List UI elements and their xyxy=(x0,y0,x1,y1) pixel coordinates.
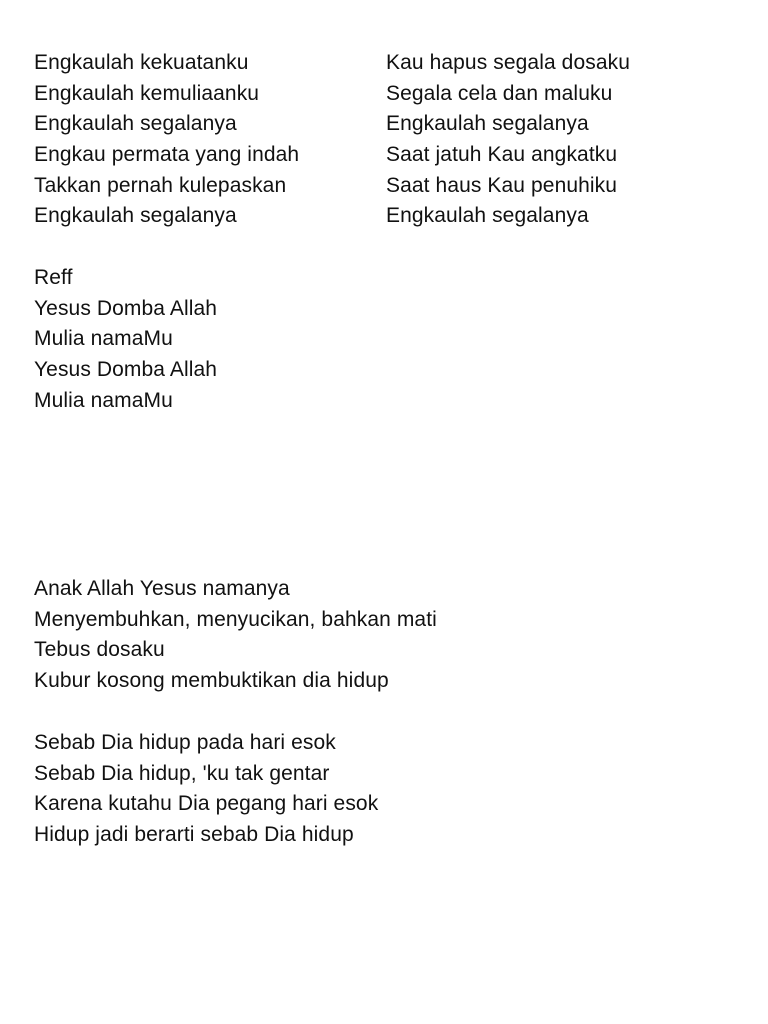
lyric-line: Tebus dosaku xyxy=(34,638,165,662)
lyric-line: Engkaulah segalanya xyxy=(34,112,237,136)
lyric-line: Engkaulah segalanya xyxy=(386,204,589,228)
lyric-line: Engkaulah kekuatanku xyxy=(34,51,249,74)
lyric-line: Saat jatuh Kau angkatku xyxy=(386,143,618,167)
lyric-line: Saat haus Kau penuhiku xyxy=(386,173,618,197)
lyric-line: Kau hapus segala dosaku xyxy=(386,51,630,74)
lyric-line: Kubur kosong membuktikan dia hidup xyxy=(34,669,389,693)
lyric-line: Yesus Domba Allah xyxy=(34,296,218,320)
lyric-line: Engkau permata yang indah xyxy=(34,143,300,167)
lyric-line: Karena kutahu Dia pegang hari esok xyxy=(34,792,379,816)
lyric-line: Segala cela dan maluku xyxy=(386,81,613,105)
lyric-line: Hidup jadi berarti sebab Dia hidup xyxy=(34,823,354,847)
verse1-right-column xyxy=(386,48,630,232)
lyric-line: Menyembuhkan, menyucikan, bahkan mati xyxy=(34,607,437,631)
lyric-line: Mulia namaMu xyxy=(34,327,173,351)
lyric-line: Engkaulah segalanya xyxy=(34,204,237,228)
reff-heading: Reff xyxy=(34,266,73,289)
lyric-line: Sebab Dia hidup, 'ku tak gentar xyxy=(34,761,330,785)
lyric-line: Yesus Domba Allah xyxy=(34,358,218,382)
lyric-line: Takkan pernah kulepaskan xyxy=(34,173,287,197)
lyric-line: Mulia namaMu xyxy=(34,388,173,412)
chorus-section xyxy=(34,728,378,851)
lyric-line: Engkaulah segalanya xyxy=(386,112,589,136)
verse2-section xyxy=(34,574,437,697)
lyric-line: Sebab Dia hidup pada hari esok xyxy=(34,731,336,754)
lyric-line: Engkaulah kemuliaanku xyxy=(34,81,260,105)
verse1-left-column xyxy=(34,48,299,232)
lyric-line: Anak Allah Yesus namanya xyxy=(34,577,290,600)
reff-section xyxy=(34,263,217,416)
